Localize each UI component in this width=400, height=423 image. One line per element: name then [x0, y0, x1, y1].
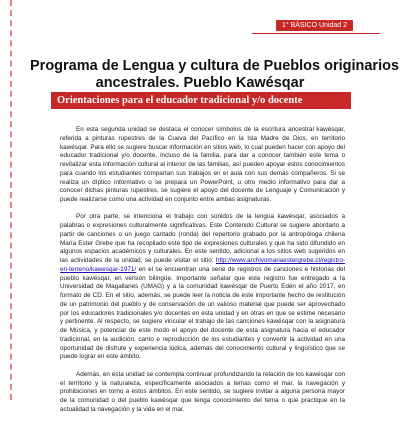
- archive-link[interactable]: http://www.archivomariaestergrebe.cl/registro-en-terreno/kawesqar-1971/: [60, 257, 345, 273]
- title-line-1: Programa de Lengua y cultura de Pueblos originarios: [30, 58, 400, 74]
- paragraph-1: En esta segunda unidad se destaca el conocer símbolos de la escritura ancestral kawésqar, referida a pinturas rupestres de la Cueva del Pacífico en la Isla Madre de Dios, en territorio kawésqar. Para ello se sugiere buscar información en sitios web, lo cual pueden hacer con apoyo del educador tradicional y/o docente, incluso de la familia, para dar a conocer también este tema o revitalizar esta información cultural al interior de las familias, así pueden apoyar estos conocimientos para cuando los estudiantes compartan sus trabajos en el aula con sus demás compañeros. Si se realiza un díptico informativo o se prepara un PowerPoint, u otro medio informativo para dar a conocer dichas pinturas rupestres, se sugiere el apoyo del docente de Lenguaje y Comunicación y puede realizarse como una actividad en conjunto entre ambas asignaturas.: [60, 126, 345, 203]
- grade-unit-badge: 1° BÁSICO Unidad 2: [276, 20, 353, 31]
- paragraph-2-text-b: en el se encuentran una serie de registros de canciones e historias del pueblo kawésqar, en versión bilingüe. Importante señalar que este registro fue entregado a la Universidad de Magallanes (UMAG) y a la comunidad kawésqar de Puerto Edén el año 2017, en formato de CD. En el sitio, además, se puede leer la noticia de este importante hecho de restitución de un patrimonio del pueblo y de conservación de un valioso material que puede ser aprovechado por los educadores tradicionales y/o docentes en esta unidad y en otras en que se estime necesario y pertinente. Al respecto, se sugiere vincular el trabajo de las canciones kawésqar con la asignatura de Música, y potenciar de este modo el apoyo del docente de esta asignatura hacia el educador tradicional, en la audición, canto e reproducción de los estudiantes y convertir la actividad en una oportunidad de disfrute y experiencia lúdica, además del conocimiento cultural y lingüístico que se puede lograr en este ámbito.: [60, 265, 345, 361]
- title-line-2: ancestrales. Pueblo Kawésqar: [95, 75, 305, 91]
- document-body: [60, 126, 345, 423]
- paragraph-2: [60, 213, 345, 362]
- dashed-page-border: [10, 0, 12, 400]
- section-heading: Orientaciones para el educador tradicional y/o docente: [51, 92, 351, 109]
- header-rule: [252, 33, 380, 34]
- paragraph-2-text-a: Por otra parte, se intenciona el trabajo con sonidos de la lengua kawésqar, asociados a palabras o expresiones culturalmente significativas. Este Contenido Cultural se sugiere abordarlo a partir de canciones o un juego cantado (ronda) del repertorio grabado por la antropóloga chilena María Ester Grebe que ha recopilado este tipo de expresiones culturales y que ha sido difundido en algunos espacios académicos y culturales. En este sentido, adicional a los sitios web sugeridos en las actividades de la unidad, se puede visitar el sitio:: [60, 213, 345, 265]
- paragraph-3: Además, en esta unidad se contempla continuar profundizando la relación de los kawésqar con el territorio y la naturaleza, específicamente asociados a temas como el mar, la navegación y prohibiciones en torno a estos ámbitos. En este sentido, se sugiere invitar a alguna persona mayor de la comunidad o del pueblo kawésqar que tenga conocimiento del tema o que practique en la actualidad la navegación y la vida en el mar.: [60, 370, 345, 413]
- page-title: [30, 58, 400, 92]
